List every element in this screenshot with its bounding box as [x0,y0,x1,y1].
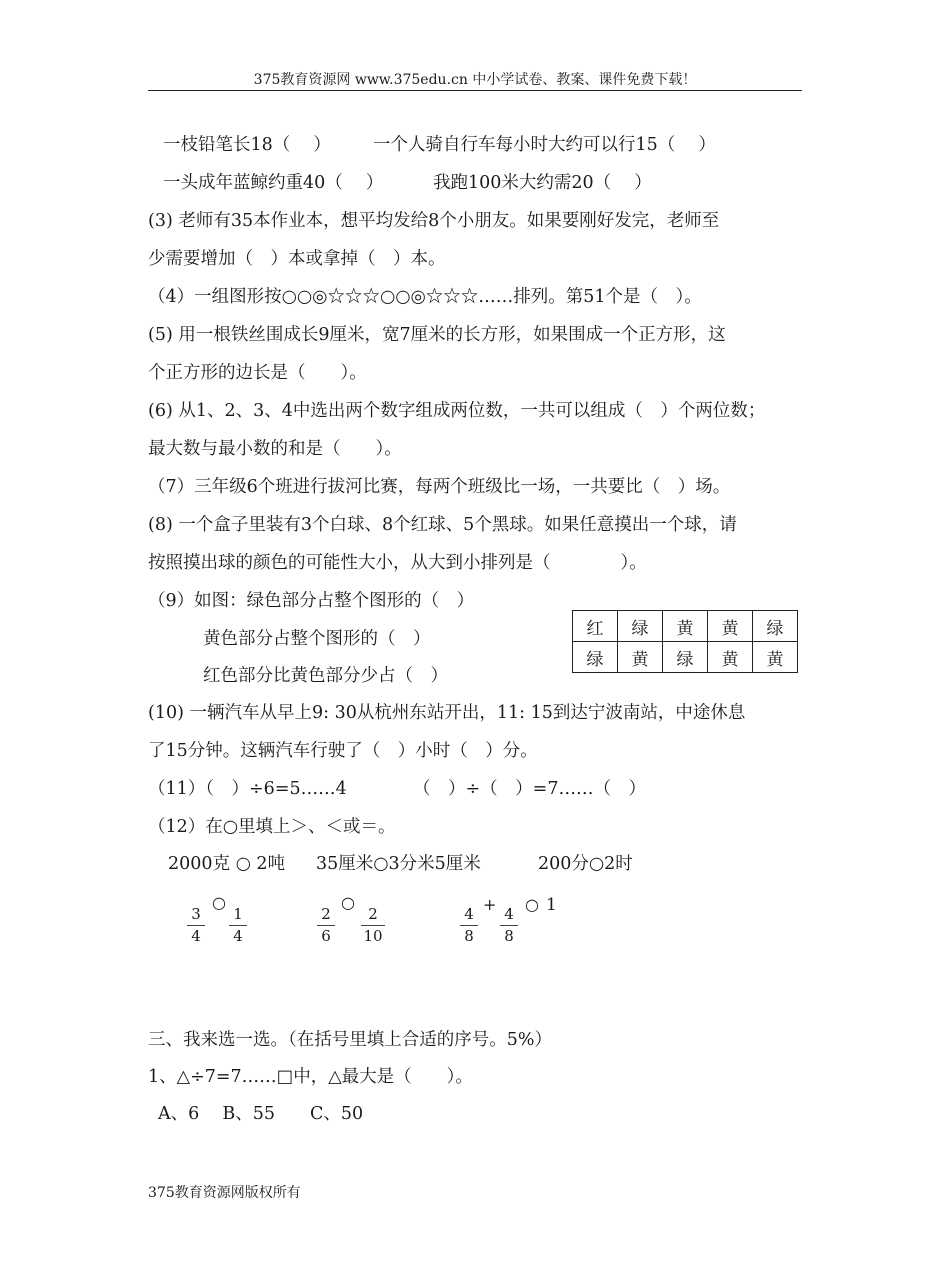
numerator: 2 [321,905,331,923]
question-10-line1: (10) 一辆汽车从早上9: 30从杭州东站开出，11: 15到达宁波南站，中途休息 [148,703,746,723]
plus-sign: + [483,895,497,914]
fraction-4-8-b [500,905,518,945]
numerator: 1 [233,905,243,923]
grid-cell: 黄 [708,642,753,673]
q2-line2-whale: 一头成年蓝鲸约重40（ ） [163,173,384,193]
grid-cell: 黄 [708,611,753,642]
color-grid [572,610,798,673]
denominator: 6 [321,927,331,945]
fraction-2-6 [317,905,335,945]
question-6-line2: 最大数与最小数的和是（ ）。 [148,439,402,459]
question-12-compare-1: 2000克 ○ 2吨 [168,854,286,874]
denominator: 4 [233,927,243,945]
question-3-line1: (3) 老师有35本作业本，想平均发给8个小朋友。如果要刚好发完，老师至 [148,211,720,231]
fraction-1-4 [229,905,247,945]
page-footer: 375教育资源网版权所有 [148,1185,301,1201]
compare-circle: ○ [212,893,226,912]
fraction-4-8-a [460,905,478,945]
denominator: 4 [191,927,201,945]
grid-row [573,611,798,642]
grid-cell: 黄 [663,611,708,642]
denominator: 10 [363,927,383,945]
question-9-line3: 红色部分比黄色部分少占（ ） [203,666,448,686]
fraction-3-4 [187,905,205,945]
question-11-part2: （ ）÷（ ）=7……（ ） [413,779,646,799]
grid-cell: 绿 [663,642,708,673]
grid-cell: 绿 [618,611,663,642]
question-5-line1: (5) 用一根铁丝围成长9厘米，宽7厘米的长方形，如果围成一个正方形，这 [148,325,726,345]
fraction-2-10 [361,905,385,945]
number-one: 1 [546,895,557,915]
question-12-compare-2: 35厘米○3分米5厘米 [316,854,481,874]
grid-cell: 黄 [753,642,798,673]
numerator: 2 [368,905,378,923]
numerator: 4 [464,905,474,923]
question-8-line2: 按照摸出球的颜色的可能性大小，从大到小排列是（ ）。 [148,553,647,573]
grid-cell: 红 [573,611,618,642]
grid-row [573,642,798,673]
question-4: （4）一组图形按○○◎☆☆☆○○◎☆☆☆……排列。第51个是（ ）。 [148,287,702,307]
question-12: （12）在○里填上＞、＜或＝。 [148,817,396,837]
question-6-line1: (6) 从1、2、3、4中选出两个数字组成两位数，一共可以组成（ ）个两位数； [148,401,766,421]
numerator: 4 [504,905,514,923]
question-7: （7）三年级6个班进行拔河比赛，每两个班级比一场，一共要比（ ）场。 [148,477,731,497]
denominator: 8 [464,927,474,945]
denominator: 8 [504,927,514,945]
question-9-line1: （9）如图：绿色部分占整个图形的（ ） [148,591,475,611]
page-header: 375教育资源网 www.375edu.cn 中小学试卷、教案、课件免费下载！ [148,70,802,91]
section-3-title: 三、我来选一选。（在括号里填上合适的序号。5%） [148,1030,553,1050]
numerator: 3 [191,905,201,923]
compare-circle: ○ [341,893,355,912]
question-10-line2: 了15分钟。这辆汽车行驶了（ ）小时（ ）分。 [148,741,538,761]
question-3-line2: 少需要增加（ ）本或拿掉（ ）本。 [148,249,446,269]
section-3-question-1: 1、△÷7=7……□中，△最大是（ ）。 [148,1067,473,1087]
question-12-compare-3: 200分○2时 [538,854,633,874]
q2-line2-run: 我跑100米大约需20（ ） [433,173,652,193]
section-3-question-1-options: A、6 B、55 C、50 [158,1104,364,1124]
question-5-line2: 个正方形的边长是（ ）。 [148,363,367,383]
grid-cell: 绿 [753,611,798,642]
question-11-part1: （11）（ ）÷6=5……4 [148,779,347,799]
question-9-line2: 黄色部分占整个图形的（ ） [203,629,431,649]
compare-circle: ○ [525,895,539,914]
q2-line1-pencil: 一枝铅笔长18（ ） [163,135,331,155]
question-8-line1: (8) 一个盒子里装有3个白球、8个红球、5个黑球。如果任意摸出一个球，请 [148,515,737,535]
grid-cell: 黄 [618,642,663,673]
q2-line1-bike: 一个人骑自行车每小时大约可以行15（ ） [373,135,716,155]
grid-cell: 绿 [573,642,618,673]
